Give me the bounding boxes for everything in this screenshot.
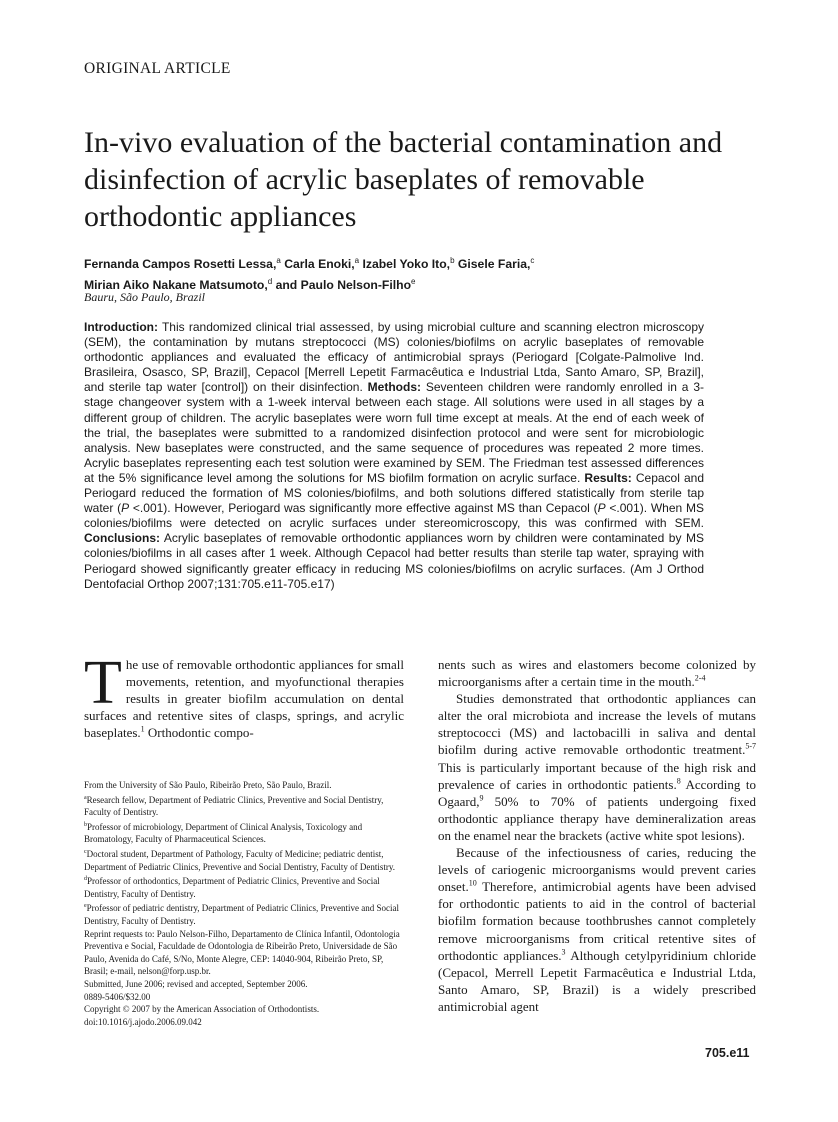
affiliation-mark: a xyxy=(354,256,360,265)
author-name: and Paulo Nelson-Filho xyxy=(272,278,412,293)
footnote-d xyxy=(84,873,404,900)
body-text: According to Ogaard, xyxy=(438,776,757,809)
body-text: This is particularly important because of the high risk and prevalence of caries in orthodontic patients. xyxy=(438,759,756,792)
citation-ref[interactable]: 9 xyxy=(479,793,484,803)
citation-ref[interactable]: 10 xyxy=(468,878,477,888)
footnote-mark: e xyxy=(84,903,87,910)
p-value-symbol: P xyxy=(597,501,606,516)
citation-ref[interactable]: 2-4 xyxy=(694,673,706,683)
body-text: Although cetylpyridinium chloride (Cepacol, Merrell Lepetit Farmacêutica e Industrial Ltda, Santo Amaro, SP, Brazil) is a widely prescribed antimicrobial agent xyxy=(438,947,756,1014)
affiliation-mark: c xyxy=(530,256,535,265)
body-paragraph xyxy=(438,844,756,1015)
author-name: Carla Enoki, xyxy=(280,257,355,272)
citation-ref[interactable]: 5-7 xyxy=(745,742,756,752)
author-name: Mirian Aiko Nakane Matsumoto, xyxy=(84,278,268,293)
footnote-reprint: Reprint requests to: Paulo Nelson-Filho, Departamento de Clínica Infantil, Odontologia Preventiva e Social, Faculdade de Odontologia de Ribeirão Preto, Universidade de São Paulo, Avenida do Café, S/No, Monte Alegre, CEP: 14040-904, Ribeirão Preto, SP, Brasil; e-mail, nelson@forp.usp.br. xyxy=(84,928,400,977)
abstract-methods-label: Methods: xyxy=(367,380,421,395)
footnote-c xyxy=(84,846,404,873)
footnote-text: Professor of orthodontics, Department of Pediatric Clinics, Preventive and Social Dentistry, Faculty of Dentistry. xyxy=(84,876,380,899)
body-text: 50% to 70% of patients undergoing fixed orthodontic appliance therapy have demineralization areas on the enamel near the brackets (active white spot lesions). xyxy=(438,793,756,843)
body-text: he use of removable orthodontic appliances for small movements, retention, and myofunctional therapies results in greater biofilm accumulation on dental surfaces and retentive sites of clasps, springs, and acrylic baseplates. xyxy=(84,657,404,741)
footnote-b xyxy=(84,819,404,846)
footnote-text: Professor of microbiology, Department of Clinical Analysis, Toxicology and Bromatology, Faculty of Pharmaceutical Sciences. xyxy=(84,821,363,845)
body-column-right xyxy=(438,656,756,1015)
abstract xyxy=(84,320,704,592)
page-number: 705.e11 xyxy=(705,1046,750,1060)
abstract-results-text: Cepacol and Periogard reduced the formation of MS colonies/biofilms, and both solutions differed statistically from sterile tap water ( xyxy=(84,470,704,516)
body-paragraph xyxy=(438,656,756,690)
footnote-a xyxy=(84,792,404,819)
body-text: Because of the infectiousness of caries, reducing the levels of cariogenic microorganisms would prevent caries onset. xyxy=(438,845,756,895)
footnote-mark: d xyxy=(84,876,87,883)
abstract-conclusions-label: Conclusions: xyxy=(84,531,161,546)
author-name: Gisele Faria, xyxy=(454,257,531,272)
abstract-introduction-text: This randomized clinical trial assessed, by using microbial culture and scanning electron microscopy (SEM), the contamination by mutans streptococci (MS) colonies/biofilms on acrylic baseplates of removable orthodontic appliances and evaluated the efficacy of antimicrobial sprays (Periogard [Colgate-Palmolive Ind. Brasileira, Osasco, SP, Brazil], Cepacol [Merrell Lepetit Farmacêutica e Industrial Ltda, Santo Amaro, SP, Brazil], and sterile tap water [control]) on their disinfection. xyxy=(84,320,704,395)
body-paragraph xyxy=(84,649,404,741)
citation-ref[interactable]: 3 xyxy=(561,947,566,957)
body-text: Orthodontic compo- xyxy=(144,725,254,741)
abstract-methods-text: Seventeen children were randomly enrolled in a 3-stage changeover system with a 1-week interval between each stage. All solutions were used in all stages by a different group of children. The acrylic baseplates were worn full time except at meals. At the end of each week of the trial, the baseplates were submitted to a randomized disinfection protocol and were sent for microbiologic analysis. New baseplates were constructed, and the same sequence of procedures was repeated 2 more times. Acrylic baseplates representing each test solution were examined by SEM. The Friedman test assessed differences at the 5% significance level among the solutions for MS biofilm formation on acrylic surface. xyxy=(84,380,704,485)
footnote-institution: From the University of São Paulo, Ribeirão Preto, São Paulo, Brazil. xyxy=(84,780,332,790)
citation-ref[interactable]: 1 xyxy=(140,725,145,735)
abstract-results-text: <.001). When MS colonies/biofilms were detected on acrylic surfaces under stereomicroscopy, this was confirmed with SEM. xyxy=(84,501,704,531)
citation-ref[interactable]: 8 xyxy=(676,776,681,786)
body-text: nents such as wires and elastomers become colonized by microorganisms after a certain time in the mouth. xyxy=(438,657,756,690)
author-location: Bauru, São Paulo, Brazil xyxy=(84,290,206,304)
section-label: ORIGINAL ARTICLE xyxy=(84,60,231,77)
abstract-results-text: <.001). However, Periogard was significantly more effective against MS than Cepacol ( xyxy=(129,501,598,516)
abstract-results-label: Results: xyxy=(584,470,632,485)
body-text: Studies demonstrated that orthodontic appliances can alter the oral microbiota and increase the levels of mutans streptococci (MS) and lactobacilli in saliva and dental biofilm during active removable orthodontic treatment. xyxy=(438,691,756,758)
p-value-symbol: P xyxy=(121,501,130,516)
article-title: In-vivo evaluation of the bacterial contamination and disinfection of acrylic baseplates of removable orthodontic appliances xyxy=(84,126,723,233)
footnote-text: Research fellow, Department of Pediatric Clinics, Preventive and Social Dentistry, Faculty of Dentistry. xyxy=(84,794,384,818)
author-name: Fernanda Campos Rosetti Lessa, xyxy=(84,257,277,272)
affiliation-mark: b xyxy=(450,256,455,265)
body-paragraph xyxy=(438,690,756,844)
footnote-copyright: Copyright © 2007 by the American Association of Orthodontists. xyxy=(84,1004,320,1015)
author-list xyxy=(84,252,724,294)
footnote-mark: c xyxy=(84,848,87,855)
footnote-mark: a xyxy=(84,794,87,801)
footnote-mark: b xyxy=(84,821,87,828)
footnote-text: Professor of pediatric dentistry, Department of Pediatric Clinics, Preventive and Social Dentistry, Faculty of Dentistry. xyxy=(84,903,400,926)
footnote-text: Doctoral student, Department of Pathology, Faculty of Medicine; pediatric dentist, Department of Pediatric Clinics, Preventive and Social Dentistry, Faculty of Dentistry. xyxy=(84,848,396,872)
footnote-issn: 0889-5406/$32.00 xyxy=(84,991,151,1002)
footnote-submitted: Submitted, June 2006; revised and accepted, September 2006. xyxy=(84,978,308,989)
affiliation-mark: d xyxy=(267,277,273,287)
body-column-left xyxy=(84,649,404,741)
footnotes xyxy=(84,779,404,1028)
affiliation-mark: a xyxy=(276,256,281,265)
author-name: Izabel Yoko Ito, xyxy=(359,257,451,272)
abstract-introduction-label: Introduction: xyxy=(84,320,158,334)
body-text: Therefore, antimicrobial agents have been advised for orthodontic patients to aid in the control of bacterial biofilm formation because toothbrushes cannot completely remove microorganisms from critical retentive sites of orthodontic appliances. xyxy=(438,879,756,963)
abstract-conclusions-text: Acrylic baseplates of removable orthodontic appliances worn by children were contaminated by MS colonies/biofilms in all cases after 1 week. Although Cepacol had better results than sterile tap water, spraying with Periogard showed significantly greater efficacy in reducing MS colonies/biofilms on acrylic surfaces. (Am J Orthod Dentofacial Orthop 2007;131:705.e11-705.e17) xyxy=(84,531,704,591)
drop-cap: T xyxy=(84,649,122,717)
footnote-doi[interactable]: doi:10.1016/j.ajodo.2006.09.042 xyxy=(84,1016,202,1027)
footnote-e xyxy=(84,900,404,927)
affiliation-mark: e xyxy=(411,277,416,287)
